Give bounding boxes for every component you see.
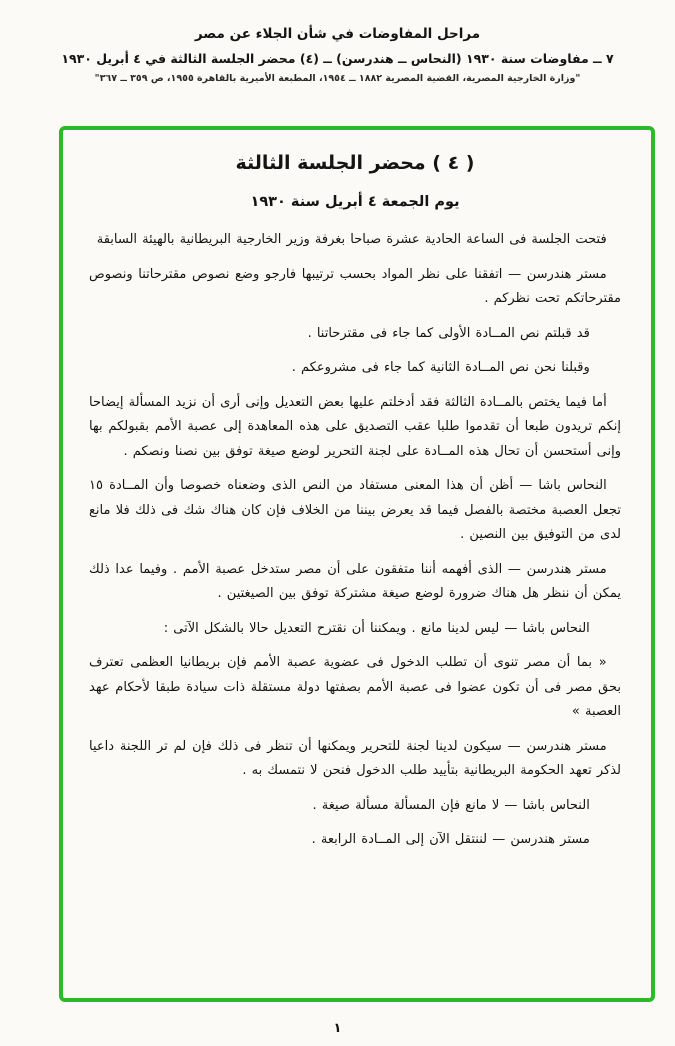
paragraph-nahhas-1: النحاس باشا — أظن أن هذا المعنى مستفاد من النص الذى وضعناه خصوصا وأن المــادة ١٥ تجعل العصبة مختصة بالفصل فيما قد يعرض بيننا من الخلاف فإن كان هناك شك فى ذلك فلا مانع لدى من التوفيق بين النصين . — [89, 478, 621, 542]
highlight-box — [59, 126, 655, 1002]
paragraph-henderson-3: مستر هندرسن — سيكون لدينا لجنة للتحرير ويمكنها أن تنظر فى ذلك فإن لم تر اللجنة داعيا لذكر تعهد الحكومة البريطانية بتأييد طلب الدخول فنحن لا نتمسك به . — [89, 738, 621, 778]
header-source-citation: "وزارة الخارجية المصرية، القضية المصرية ١٨٨٢ ــ ١٩٥٤، المطبعة الأميرية بالقاهرة ١٩٥٥، ص ٣٥٩ ــ ٣٦٧" — [94, 73, 581, 84]
paragraph-henderson-2: مستر هندرسن — الذى أفهمه أننا متفقون على أن مصر ستدخل عصبة الأمم . وفيما عدا ذلك يمكن أن ننظر هل هناك ضرورة لوضع صيغة مشتركة توفق بين الصيغتين . — [89, 561, 621, 601]
paragraph-article-three: أما فيما يختص بالمــادة الثالثة فقد أدخلتم عليها بعض التعديل وإنى أرى أن نزيد المسألة إيضاحا إنكم تريدون طبعا أن تقدموا طلبا عقب التصديق على هذه المعاهدة إلى عصبة الأمم بقبولكم بها وإنى أستحسن أن تحال هذه المــادة على لجنة التحرير لوضع صيغة توفق بين نصنا ونصكم . — [89, 394, 621, 459]
paragraph-nahhas-3: النحاس باشا — لا مانع فإن المسألة مسألة صيغة . — [312, 797, 590, 813]
header-subtitle: ٧ ــ مفاوضات سنة ١٩٣٠ (النحاس ــ هندرسن) ــ (٤) محضر الجلسة الثالثة في ٤ أبريل ١٩٣٠ — [61, 51, 614, 66]
page-number: ١ — [333, 1021, 342, 1036]
paragraph-quoted-amendment: « بما أن مصر تنوى أن تطلب الدخول فى عضوية عصبة الأمم فإن بريطانيا العظمى تعترف بحق مصر فى أن تكون عضوا فى عصبة الأمم بصفتها دولة مستقلة ذات سيادة طبقا لأحكام عهد العصبة » — [89, 655, 621, 719]
paragraph-nahhas-2: النحاس باشا — ليس لدينا مانع . ويمكننا أن نقترح التعديل حالا بالشكل الآتى : — [163, 620, 590, 636]
session-title: ( ٤ ) محضر الجلسة الثالثة — [235, 152, 475, 174]
paragraph-henderson-4: مستر هندرسن — لننتقل الآن إلى المــادة الرابعة . — [311, 832, 590, 847]
paragraph-henderson-1: مستر هندرسن — اتفقنا على نظر المواد بحسب ترتيبها فارجو وضع نصوص مقترحاتنا ونصوص مقترحاتكم تحت نظركم . — [89, 266, 621, 306]
paragraph-opening: فتحت الجلسة فى الساعة الحادية عشرة صباحا بغرفة وزير الخارجية البريطانية بالهيئة السابقة — [96, 232, 607, 247]
paragraph-article-two: وقبلنا نحن نص المــادة الثانية كما جاء فى مشروعكم . — [291, 360, 590, 375]
paragraph-article-one: قد قبلتم نص المــادة الأولى كما جاء فى مقترحاتنا . — [307, 325, 590, 341]
page-header — [0, 0, 675, 84]
session-date: يوم الجمعة ٤ أبريل سنة ١٩٣٠ — [250, 194, 460, 210]
page-footer — [0, 1017, 675, 1036]
header-title: مراحل المفاوضات في شأن الجلاء عن مصر — [194, 26, 481, 42]
